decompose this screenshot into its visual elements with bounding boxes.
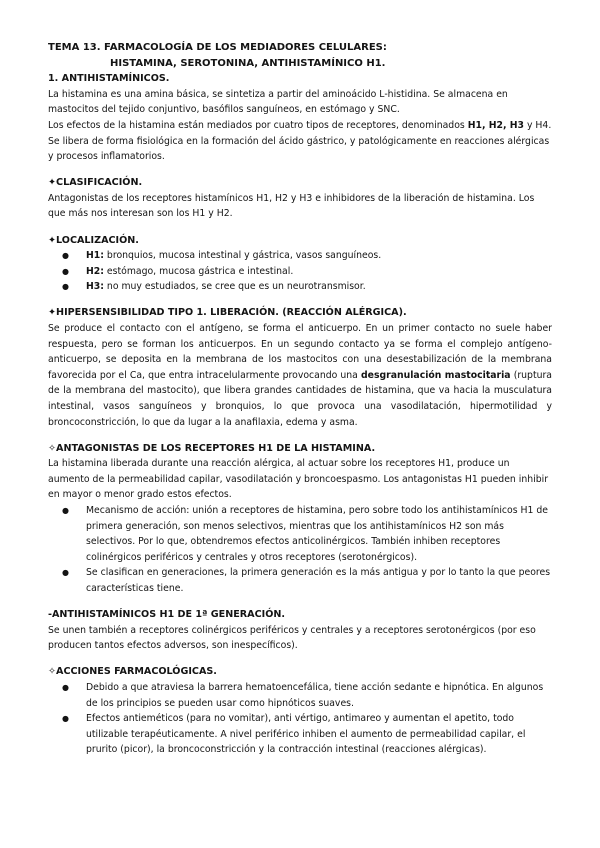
list-item: [48, 711, 552, 758]
list-item: [48, 680, 552, 711]
paragraph-histamina: La histamina es una amina básica, se sintetiza a partir del aminoácido L-histidina. Se almacena en mastocitos del tejido conjuntivo, basófilos sanguíneos, en estómago y SNC.: [48, 88, 508, 116]
list-item: [48, 279, 552, 295]
text: Los efectos de la histamina están mediados por cuatro tipos de receptores, denominados: [48, 119, 468, 131]
bullet-icon: ●: [62, 266, 69, 276]
list-acciones: [48, 680, 552, 758]
bold-text: H1, H2, H3: [467, 119, 524, 131]
bullet-icon: ●: [62, 714, 69, 724]
heading-antihistaminicos: 1. ANTIHISTAMÍNICOS.: [48, 73, 170, 85]
bullet-icon: ●: [62, 682, 69, 692]
paragraph-antagonistas: La histamina liberada durante una reacción alérgica, al actuar sobre los receptores H1, produce un aumento de la permeabilidad capilar, vasodilatación y broncoespasmo. Los antagonistas H1 pueden inhibir en mayor o menor grado estos efectos.: [48, 458, 549, 501]
heading-clasificacion: ✦CLASIFICACIÓN.: [48, 177, 143, 189]
bullet-icon: ●: [62, 568, 69, 578]
list-item: [48, 248, 552, 264]
paragraph-clasificacion: Antagonistas de los receptores histamínicos H1, H2 y H3 e inhibidores de la liberación de histamina. Los que más nos interesan son los H1 y H2.: [48, 192, 535, 220]
text: Se clasifican en generaciones, la primera generación es la más antigua y por lo tanto la que peores características tiene.: [86, 567, 551, 594]
heading-localizacion: ✦LOCALIZACIÓN.: [48, 234, 139, 246]
paragraph-primera-generacion: Se unen también a receptores colinérgicos periféricos y centrales y a receptores serotonérgicos (por eso producen tantos efectos adversos, son inespecíficos).: [48, 624, 536, 652]
list-antagonistas: [48, 503, 552, 597]
heading-acciones: ✧ACCIONES FARMACOLÓGICAS.: [48, 666, 217, 678]
text: Se produce el contacto con el antígeno, se forma el anticuerpo. En un primer contacto no suele haber respuesta, pero se forman los anticuerpos. En un segundo contacto ya se forma el complejo antígeno- anticuerpo, se deposita en la membrana de los mastocitos con una desestabilización de la membrana favorecida por el Ca, que entra intracelularmente provocando una: [48, 323, 552, 381]
list-localizacion: [48, 248, 552, 295]
heading-primera-generacion: -ANTIHISTAMÍNICOS H1 DE 1ª GENERACIÓN.: [48, 609, 286, 621]
text: Mecanismo de acción: unión a receptores de histamina, pero sobre todo los antihistamínicos H1 de primera generación, son menos selectivos, mientras que los antihistamínicos H2 son más selectivos. Por lo que, obtendremos efectos anticolinérgicos. También inhiben receptores colinérgicos periféricos y centrales y otros receptores (serotonérgicos).: [86, 505, 549, 563]
bold-text: H3:: [86, 281, 104, 293]
text: estómago, mucosa gástrica e intestinal.: [103, 265, 294, 277]
bold-text: desgranulación mastocitaria: [361, 369, 511, 381]
bullet-icon: ●: [62, 251, 69, 261]
bullet-icon: ●: [62, 506, 69, 516]
heading-antagonistas: ✧ANTAGONISTAS DE LOS RECEPTORES H1 DE LA HISTAMINA.: [48, 442, 376, 454]
title-line-1: TEMA 13. FARMACOLOGÍA DE LOS MEDIADORES CELULARES:: [48, 42, 387, 53]
list-item: [48, 264, 552, 280]
text: (ruptura de la membrana del mastocito), que libera grandes cantidades de histamina, que va hacia la musculatura intestinal, vasos sanguíneos y bronquios, lo que provoca una vasodilatación, hipermotilidad y broncoconstricción, lo que da lugar a la anafilaxia, edema y asma.: [48, 369, 553, 428]
text: no muy estudiados, se cree que es un neurotransmisor.: [103, 281, 366, 293]
title-line-2: HISTAMINA, SEROTONINA, ANTIHISTAMÍNICO H1.: [110, 57, 386, 69]
bold-text: H2:: [86, 265, 104, 277]
text: Efectos antieméticos (para no vomitar), anti vértigo, antimareo y aumentan el apetito, todo utilizable terapéuticamente. A nivel periférico inhiben el aumento de permeabilidad capilar, el prurito (picor), la broncoconstricción y la contracción intestinal (reacciones alérgicas).: [86, 713, 526, 756]
paragraph-hipersensibilidad: [48, 321, 552, 430]
text: bronquios, mucosa intestinal y gástrica, vasos sanguíneos.: [103, 250, 382, 262]
heading-hipersensibilidad: ✦HIPERSENSIBILIDAD TIPO 1. LIBERACIÓN. (REACCIÓN ALÉRGICA).: [48, 307, 407, 319]
list-item: [48, 565, 552, 596]
text: y H4. Se libera de forma fisiológica en la formación del ácido gástrico, y patológicamente en reacciones alérgicas y procesos inflamatorios.: [48, 119, 552, 163]
bold-text: H1:: [86, 250, 104, 262]
list-item: [48, 503, 552, 565]
text: Debido a que atraviesa la barrera hematoencefálica, tiene acción sedante e hipnótica. En algunos de los principios se pueden usar como hipnóticos suaves.: [86, 681, 544, 709]
bullet-icon: ●: [62, 282, 69, 292]
paragraph-receptores: [48, 118, 552, 165]
